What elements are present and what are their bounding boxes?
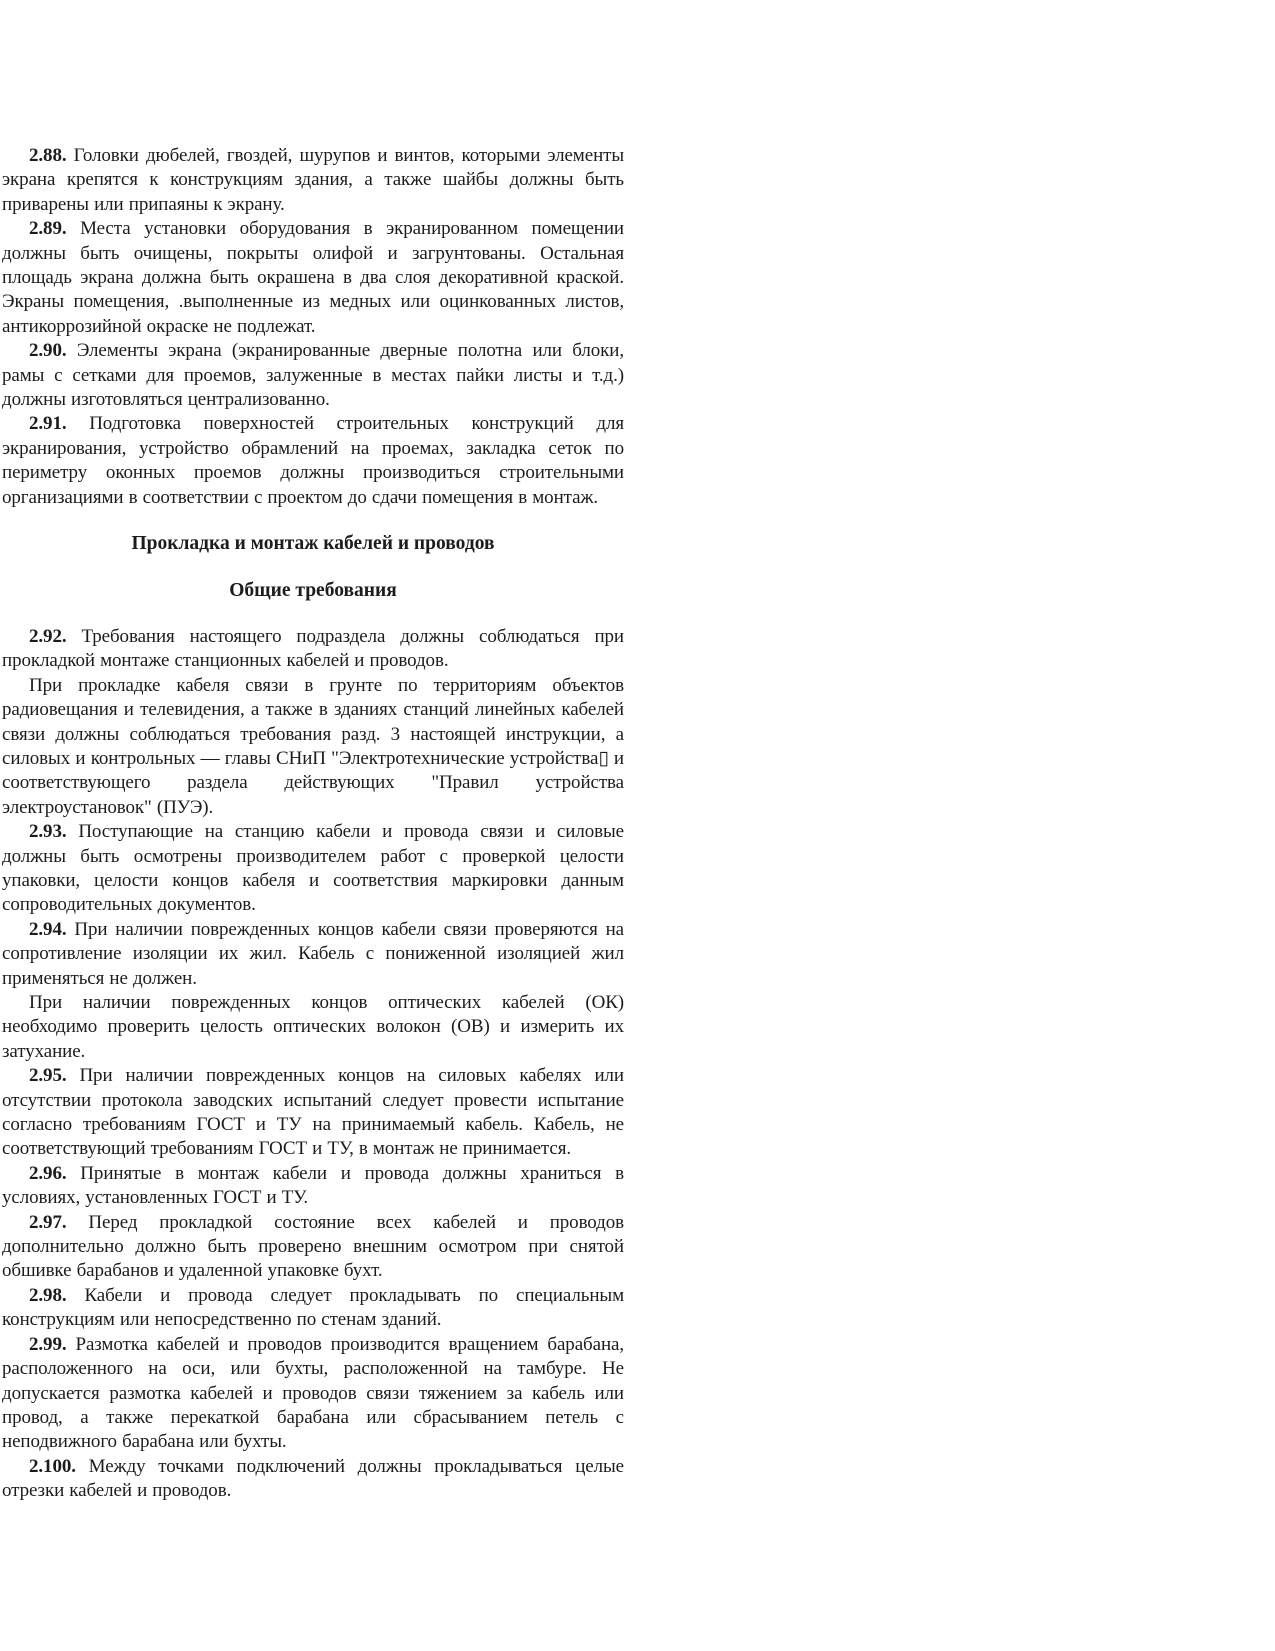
paragraph-2-99 [2,1333,624,1455]
paragraph-text: Места установки оборудования в экранированном помещении должны быть очищены, покрыты олифой и загрунтованы. Остальная площадь экрана должна быть окрашена в два слоя декоративной краской. Экраны помещения, .выполненные из медных или оцинкованных листов, антикоррозийной окраске не подлежат. [2,218,624,337]
paragraph-text: Поступающие на станцию кабели и провода связи и силовые должны быть осмотрены производителем работ с проверкой целости упаковки, целости концов кабеля и соответствия маркировки данным сопроводительных документов. [2,821,624,916]
paragraph-number: 2.92. [29,625,67,647]
paragraph-number: 2.96. [29,1162,67,1184]
paragraph-number: 2.97. [29,1211,67,1233]
paragraph-number: 2.100. [29,1455,76,1477]
paragraph-2-97 [2,1211,624,1284]
paragraph-text: Требования настоящего подраздела должны соблюдаться при прокладкой монтаже станционных кабелей и проводов. [2,625,625,672]
paragraph-2-100 [2,1455,624,1504]
paragraph-text: При наличии поврежденных концов на силовых кабелях или отсутствии протокола заводских испытаний следует провести испытание согласно требованиям ГОСТ и ТУ на принимаемый кабель. Кабель, не соответствующий требованиям ГОСТ и ТУ, в монтаж не принимается. [2,1065,624,1160]
paragraph-number: 2.95. [29,1065,67,1087]
paragraph-number: 2.94. [29,918,67,940]
paragraph-2-94 [2,918,624,991]
paragraph-text: Перед прокладкой состояние всех кабелей и проводов дополнительно должно быть проверено внешним осмотром при снятой обшивке барабанов и удаленной упаковке бухт. [2,1211,625,1282]
paragraph-2-98 [2,1284,624,1333]
paragraph-2-95 [2,1064,624,1162]
paragraph-2-89 [2,217,624,339]
paragraph-text: Подготовка поверхностей строительных конструкций для экранирования, устройство обрамлений на проемах, закладка сеток по периметру оконных проемов должны производиться строительными организациями в соответствии с проектом до сдачи помещения в монтаж. [2,413,625,508]
section-heading: Прокладка и монтаж кабелей и проводов [131,533,495,555]
paragraph-text: При наличии поврежденных концов оптических кабелей (ОК) необходимо проверить целость оптических волокон (ОВ) и измерить их затухание. [2,992,624,1062]
paragraph-number: 2.89. [29,218,67,240]
paragraph-number: 2.88. [29,145,67,166]
paragraph-text: Головки дюбелей, гвоздей, шурупов и винтов, которыми элементы экрана крепятся к конструкциям здания, а также шайбы должны быть приварены или припаяны к экрану. [2,145,625,215]
paragraph-text: Принятые в монтаж кабели и провода должны храниться в условиях, установленных ГОСТ и ТУ. [2,1162,624,1209]
paragraph-text: При прокладке кабеля связи в грунте по территориям объектов радиовещания и телевидения, а также в зданиях станций линейных кабелей связи должны соблюдаться требования разд. 3 настоящей инструкции, а силовых и контрольных — главы СНиП "Электротехнические устройства▯ и соответствующего раздела действующих "Правил устройства электроустановок" (ПУЭ). [2,674,624,818]
paragraph-2-94-continuation [2,991,624,1064]
paragraph-number: 2.98. [29,1284,67,1306]
paragraph-2-96 [2,1162,624,1211]
document-text-column [2,144,624,1504]
paragraph-2-91 [2,412,624,510]
paragraph-number: 2.93. [29,821,67,843]
subsection-heading: Общие требования [229,579,397,601]
paragraph-text: Между точками подключений должны прокладываться целые отрезки кабелей и проводов. [2,1455,624,1502]
paragraph-2-92-continuation [2,674,624,820]
paragraph-2-92 [2,625,624,674]
paragraph-text: При наличии поврежденных концов кабели связи проверяются на сопротивление изоляции их жил. Кабель с пониженной изоляцией жил применяться не должен. [2,918,624,989]
paragraph-2-88 [2,144,624,217]
paragraph-number: 2.90. [29,340,67,362]
paragraph-2-90 [2,339,624,412]
paragraph-2-93 [2,820,624,918]
paragraph-text: Элементы экрана (экранированные дверные полотна или блоки, рамы с сетками для проемов, залуженные в местах пайки листы и т.д.) должны изготовляться централизованно. [2,340,624,411]
paragraph-text: Кабели и провода следует прокладывать по специальным конструкциям или непосредственно по стенам зданий. [2,1284,624,1331]
paragraph-number: 2.99. [29,1333,67,1355]
paragraph-number: 2.91. [29,413,67,435]
paragraph-text: Размотка кабелей и проводов производится вращением барабана, расположенного на оси, или бухты, расположенной на тамбуре. Не допускается размотка кабелей и проводов связи тяжением за кабель или провод, а также перекаткой барабана или сбрасыванием петель с неподвижного барабана или бухты. [2,1333,624,1453]
